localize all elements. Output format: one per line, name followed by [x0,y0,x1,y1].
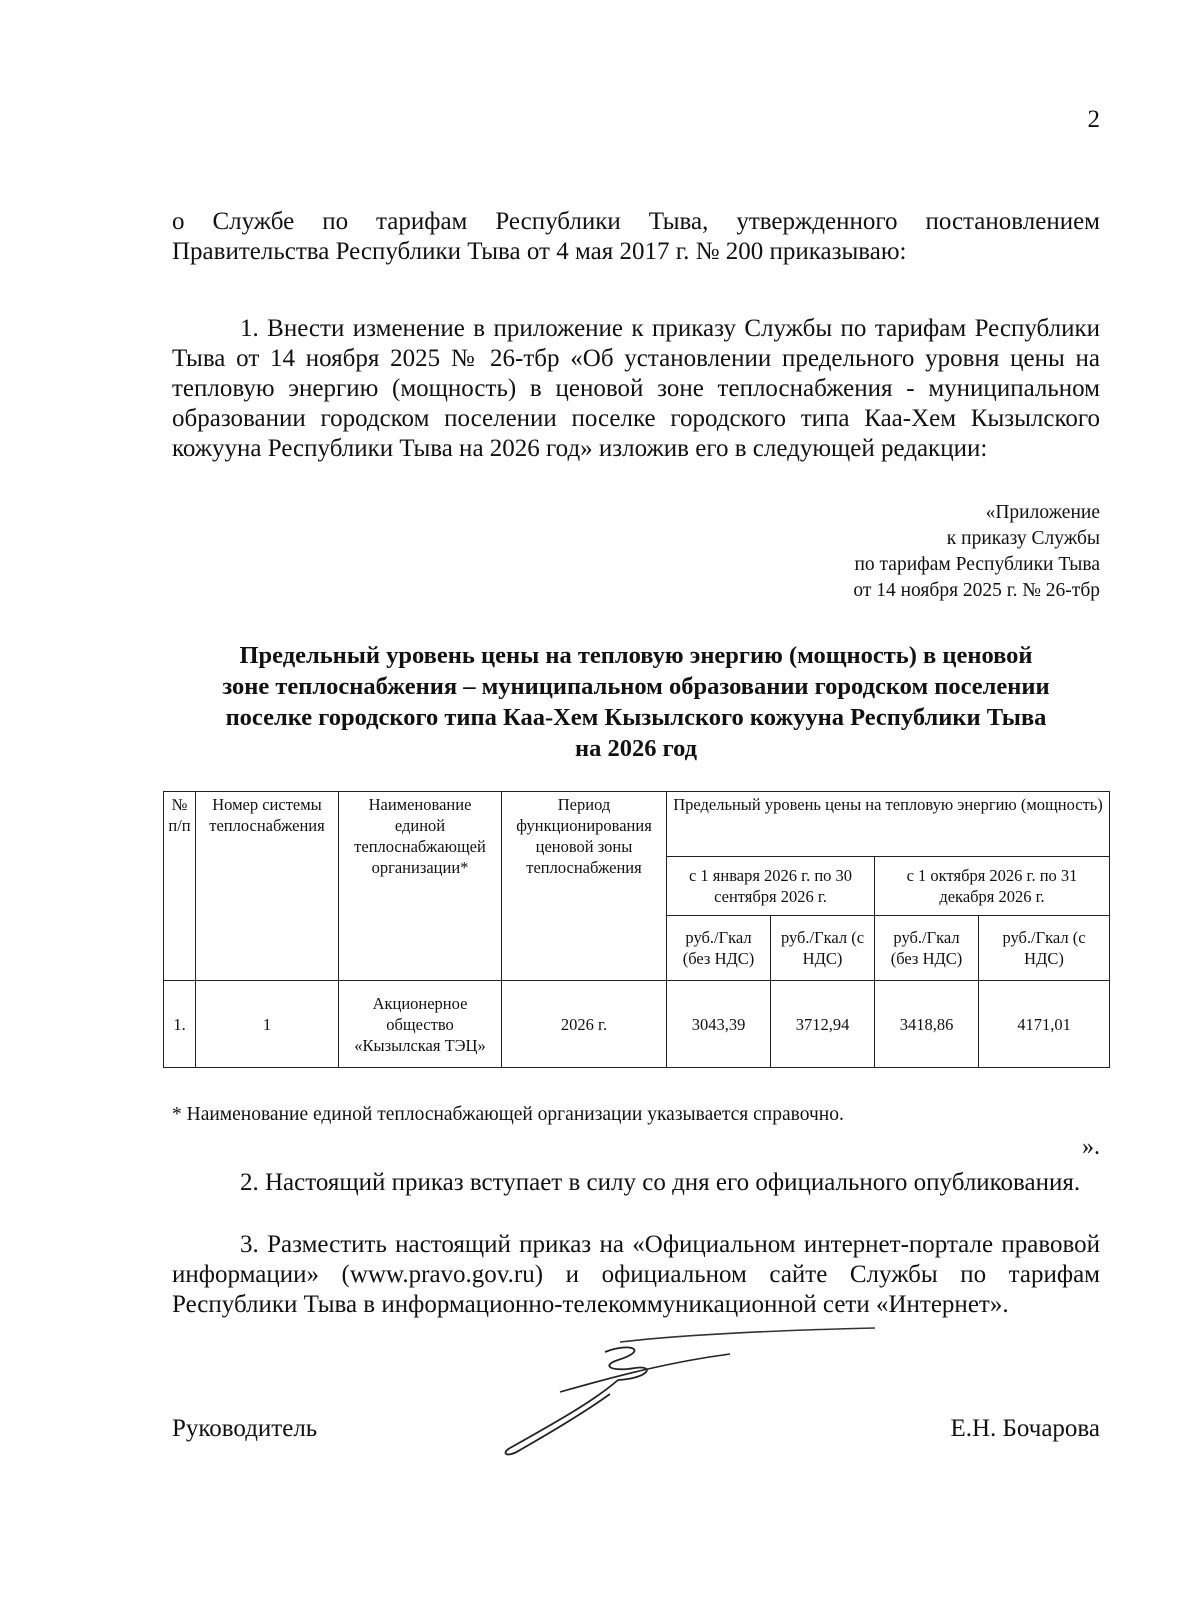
cell-p2-vat: 4171,01 [979,981,1110,1068]
cell-p2-no-vat: 3418,86 [875,981,979,1068]
appendix-line-2: к приказу Службы [946,528,1100,549]
title-line-4: на 2026 год [574,735,698,762]
cell-p1-no-vat: 3043,39 [667,981,771,1068]
closing-quote: ». [1082,1134,1100,1160]
header-period-2: с 1 октября 2026 г. по 31 декабря 2026 г. [875,857,1110,916]
cell-period: 2026 г. [502,981,667,1068]
title-line-3: поселке городского типа Каа-Хем Кызылского кожууна Республики Тыва [225,704,1047,731]
header-system: Номер системы теплоснабжения [196,792,339,981]
title-line-2: зоне теплоснабжения – муниципальном образовании городском поселении [222,673,1050,700]
header-period: Период функционирования ценовой зоны теплоснабжения [502,792,667,981]
signer-name: Е.Н. Бочарова [950,1415,1100,1442]
header-p2-no-vat: руб./Гкал (без НДС) [875,916,979,981]
cell-system: 1 [196,981,339,1068]
header-organization: Наименование единой теплоснабжающей организации* [339,792,502,981]
table-row [164,981,1110,1068]
intro-paragraph: о Службе по тарифам Республики Тыва, утвержденного постановлением Правительства Республики Тыва от 4 мая 2017 г. № 200 приказываю: [172,208,1100,265]
header-period-1: с 1 января 2026 г. по 30 сентября 2026 г. [667,857,875,916]
page-number: 2 [1087,106,1100,133]
signer-role: Руководитель [172,1415,318,1442]
appendix-line-4: от 14 ноября 2025 г. № 26-тбр [853,580,1100,601]
header-p1-no-vat: руб./Гкал (без НДС) [667,916,771,981]
cell-p1-vat: 3712,94 [771,981,875,1068]
item-1-paragraph: 1. Внести изменение в приложение к приказу Службы по тарифам Республики Тыва от 14 ноября 2025 № 26-тбр «Об установлении предельного уровня цены на тепловую энергию (мощность) в ценовой зоне теплоснабжения - муниципальном образовании городском поселении поселке городского типа Каа-Хем Кызылского кожууна Республики Тыва на 2026 год» изложив его в следующей редакции: [172,315,1100,462]
title-line-1: Предельный уровень цены на тепловую энергию (мощность) в ценовой [239,642,1033,669]
tariff-table [163,791,1110,1068]
header-price-group: Предельный уровень цены на тепловую энергию (мощность) [667,792,1110,857]
header-p2-vat: руб./Гкал (с НДС) [979,916,1110,981]
appendix-line-1: «Приложение [985,502,1100,523]
footnote: * Наименование единой теплоснабжающей организации указывается справочно. [172,1104,844,1125]
signature-stroke-top [620,1328,875,1342]
appendix-reference [700,500,1100,604]
item-3-paragraph: 3. Разместить настоящий приказ на «Официальном интернет-портале правовой информации» (www.pravo.gov.ru) и официальном сайте Службы по тарифам Республики Тыва в информационно-телекоммуникационной сети «Интернет». [172,1231,1100,1318]
signature-image [500,1320,880,1470]
signature-stroke-loop [605,1347,647,1380]
cell-num: 1. [164,981,196,1068]
item-2-paragraph: 2. Настоящий приказ вступает в силу со дня его официального опубликования. [240,1169,1081,1196]
cell-organization: Акционерное общество «Кызылская ТЭЦ» [339,981,502,1068]
document-title [172,640,1100,764]
header-p1-vat: руб./Гкал (с НДС) [771,916,875,981]
header-num: № п/п [164,792,196,981]
appendix-line-3: по тарифам Республики Тыва [854,554,1100,575]
